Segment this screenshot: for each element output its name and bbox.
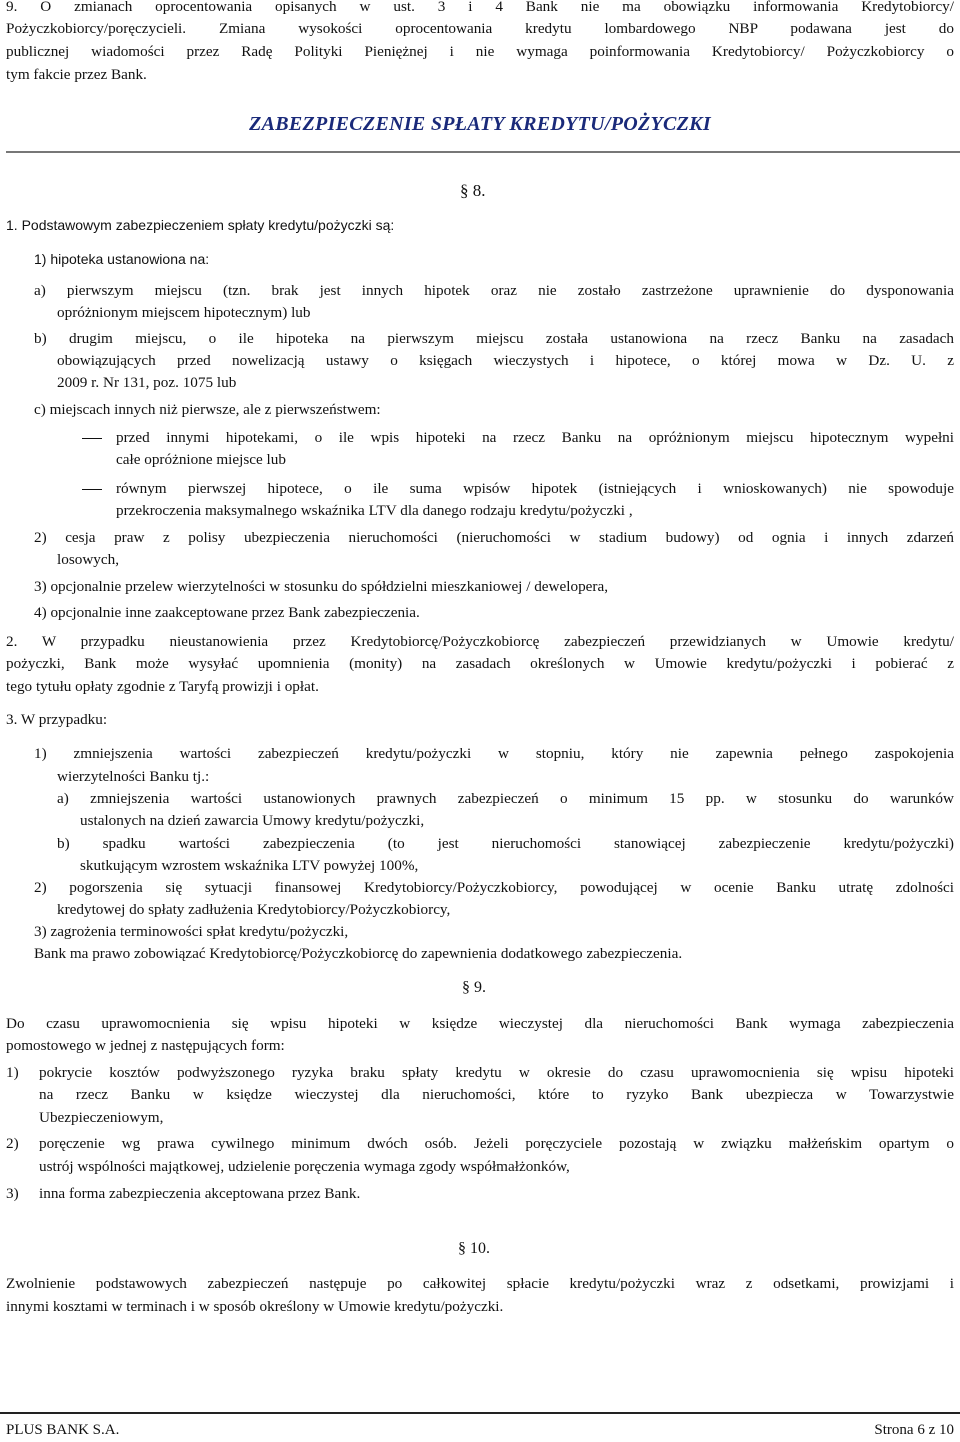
list-item-1-cont: na rzecz Banku w księdze wieczystej dla nieruchomości, które to ryzyko Bank ubezpiecza w Towarzystwie	[39, 1086, 954, 1103]
section-10-mark: § 10.	[458, 1240, 490, 1257]
item-a-cont: opróżnionym miejscem hipotecznym) lub	[57, 304, 311, 321]
item-b-cont: skutkującym wzrostem wskaźnika LTV powyżej 100%,	[80, 857, 419, 874]
item-a: a) pierwszym miejscu (tzn. brak jest innych hipotek oraz nie zostało zastrzeżone uprawnienie do dysponowania	[34, 282, 954, 299]
item-pogorszenia-cont: kredytowej do spłaty zadłużenia Kredytobiorcy/Pożyczkobiorcy,	[57, 901, 451, 918]
item-inne: 4) opcjonalnie inne zaakceptowane przez Bank zabezpieczenia.	[34, 604, 420, 621]
sub-item-1-cont: całe opróżnione miejsce lub	[116, 451, 286, 468]
paragraph-8-3-end: Bank ma prawo zobowiązać Kredytobiorcę/Pożyczkobiorcę do zapewnienia dodatkowego zabezpieczenia.	[34, 945, 683, 962]
title-rule	[6, 151, 960, 153]
intro-line: Pożyczkobiorcy/poręczycieli. Zmiana wysokości oprocentowania kredytu lombardowego NBP podawana jest do	[6, 20, 954, 37]
item-zmniejszenia-cont: wierzytelności Banku tj.:	[57, 768, 210, 785]
item-cesja: 2) cesja praw z polisy ubezpieczenia nieruchomości (nieruchomości w stadium budowy) od ognia i innych zdarzeń	[34, 529, 954, 546]
intro-line: publicznej wiadomości przez Radę Polityki Pieniężnej i nie wymaga poinformowania Kredytobiorcy/ Pożyczkobiorcy o	[6, 43, 954, 60]
item-przelew: 3) opcjonalnie przelew wierzytelności w stosunku do spółdzielni mieszkaniowej / dewelopera,	[34, 578, 609, 595]
list-item-2: poręczenie wg prawa cywilnego minimum dwóch osób. Jeżeli poręczyciele pozostają w związku małżeńskim opartym o	[39, 1135, 954, 1152]
item-a: a) zmniejszenia wartości ustanowionych prawnych zabezpieczeń o minimum 15 pp. w stosunku do warunków	[57, 790, 954, 807]
footer-page-number: Strona 6 z 10	[874, 1422, 954, 1438]
paragraph-10-cont: innymi kosztami w terminach i w sposób określony w Umowie kredytu/pożyczki.	[6, 1298, 504, 1315]
list-item-2-cont: ustrój wspólności majątkowej, udzielenie poręczenia wymaga zgody współmałżonków,	[39, 1158, 570, 1175]
item-hipoteka: 1) hipoteka ustanowiona na:	[34, 251, 210, 267]
section-8-mark: § 8.	[460, 181, 486, 200]
sub-item-2: równym pierwszej hipotece, o ile suma wpisów hipotek (istniejących i wnioskowanych) nie spowoduje	[116, 480, 954, 497]
paragraph-8-2-cont: tego tytułu opłaty zgodnie z Taryfą prowizji i opłat.	[6, 678, 319, 695]
footer-company: PLUS BANK S.A.	[6, 1422, 120, 1438]
paragraph-10: Zwolnienie podstawowych zabezpieczeń następuje po całkowitej spłacie kredytu/pożyczki wraz z odsetkami, prowizjami i	[6, 1275, 954, 1292]
item-b: b) drugim miejscu, o ile hipoteka na pierwszym miejscu została ustanowiona na rzecz Banku na zasadach	[34, 330, 954, 347]
item-b-cont: obowiązujących przed nowelizacją ustawy o księgach wieczystych i hipotece, o której mowa w Dz. U. z	[57, 352, 954, 369]
item-a-cont: ustalonych na dzień zawarcia Umowy kredytu/pożyczki,	[80, 812, 425, 829]
item-b-cont: 2009 r. Nr 131, poz. 1075 lub	[57, 374, 237, 391]
list-number: 1)	[6, 1064, 19, 1081]
footer-rule	[0, 1412, 960, 1414]
list-number: 2)	[6, 1135, 19, 1152]
paragraph-8-3: 3. W przypadku:	[6, 711, 108, 728]
section-9-mark: § 9.	[462, 979, 486, 996]
paragraph-8-1: 1. Podstawowym zabezpieczeniem spłaty kredytu/pożyczki są:	[6, 217, 395, 233]
sub-item-1: przed innymi hipotekami, o ile wpis hipoteki na rzecz Banku na opróżnionym miejscu hipotecznym wypełni	[116, 429, 954, 446]
paragraph-8-2: 2. W przypadku nieustanowienia przez Kredytobiorcę/Pożyczkobiorcę zabezpieczeń przewidzianych w Umowie kredytu/	[6, 633, 954, 650]
paragraph-8-2-cont: pożyczki, Bank może wysyłać upomnienia (monity) na zasadach określonych w Umowie kredytu/pożyczki i pobierać z	[6, 655, 954, 672]
list-item-1: pokrycie kosztów podwyższonego ryzyka braku spłaty kredytu w okresie do czasu uprawomocnienia się wpisu hipoteki	[39, 1064, 954, 1081]
paragraph-9-cont: pomostowego w jednej z następujących form:	[6, 1037, 285, 1054]
intro-line: tym fakcie przez Bank.	[6, 66, 147, 83]
list-number: 3)	[6, 1185, 19, 1202]
list-item-1-cont: Ubezpieczeniowym,	[39, 1109, 164, 1126]
item-cesja-cont: losowych,	[57, 551, 120, 568]
item-pogorszenia: 2) pogorszenia się sytuacji finansowej Kredytobiorcy/Pożyczkobiorcy, powodującej w ocenie Banku utratę zdolności	[34, 879, 954, 896]
dash-bullet	[82, 489, 102, 490]
section-title: ZABEZPIECZENIE SPŁATY KREDYTU/POŻYCZKI	[249, 113, 711, 135]
item-b: b) spadku wartości zabezpieczenia (to jest nieruchomości stanowiącej zabezpieczenie kredytu/pożyczki)	[57, 835, 954, 852]
paragraph-9: Do czasu uprawomocnienia się wpisu hipoteki w księdze wieczystej dla nieruchomości Bank wymaga zabezpieczenia	[6, 1015, 954, 1032]
intro-line: 9. O zmianach oprocentowania opisanych w ust. 3 i 4 Bank nie ma obowiązku informowania Kredytobiorcy/	[6, 0, 954, 15]
item-zagrozenia: 3) zagrożenia terminowości spłat kredytu/pożyczki,	[34, 923, 349, 940]
item-zmniejszenia: 1) zmniejszenia wartości zabezpieczeń kredytu/pożyczki w stopniu, który nie zapewnia pełnego zaspokojenia	[34, 745, 954, 762]
dash-bullet	[82, 438, 102, 439]
list-item-3: inna forma zabezpieczenia akceptowana przez Bank.	[39, 1185, 361, 1202]
sub-item-2-cont: przekroczenia maksymalnego wskaźnika LTV dla danego rodzaju kredytu/pożyczki ,	[116, 502, 633, 519]
item-c: c) miejscach innych niż pierwsze, ale z pierwszeństwem:	[34, 401, 381, 418]
